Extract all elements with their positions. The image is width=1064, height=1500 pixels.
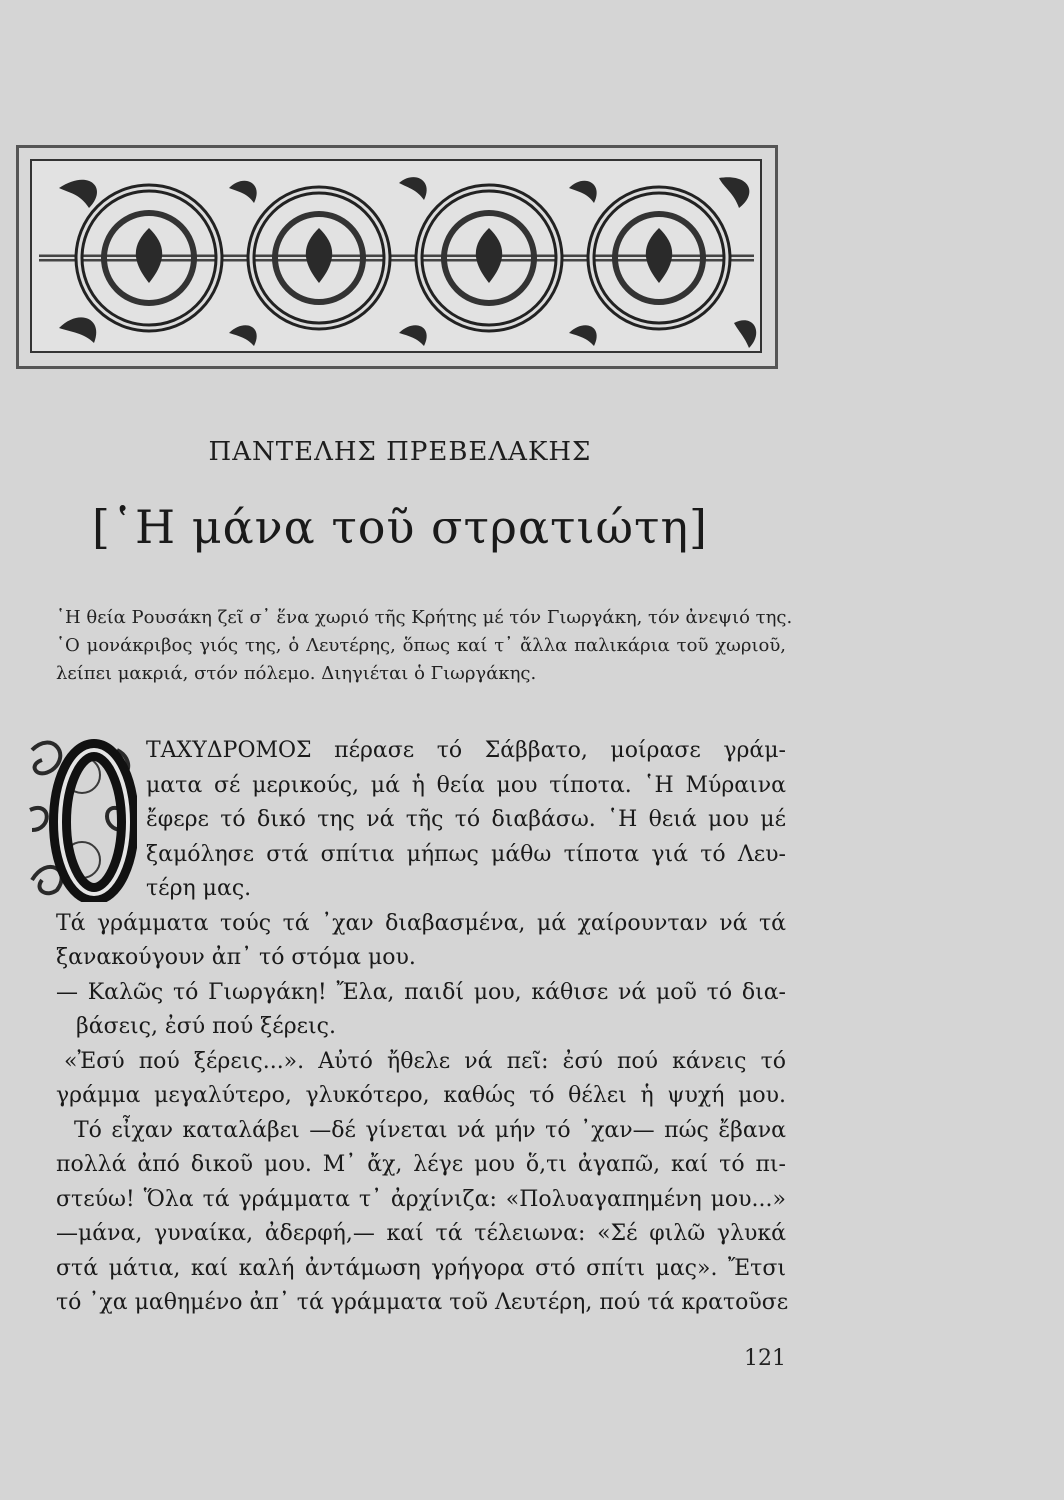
body-line: ξανακούγουν ἀπ᾽ τό στόμα μου. [56, 945, 416, 970]
body-line: — Καλῶς τό Γιωργάκη! Ἔλα, παιδί μου, κάθισε νά μοῦ τό δια- [56, 979, 786, 1005]
body-line: Τά γράμματα τούς τά ᾽χαν διαβασμένα, μά χαίρουνταν νά τά [56, 910, 786, 936]
body-line: βάσεις, ἐσύ πού ξέρεις. [76, 1014, 336, 1039]
intro-line: ῾Ο μονάκριβος γιός της, ὁ Λευτέρης, ὅπως καί τ᾽ ἄλλα παλικάρια τοῦ χωριοῦ, [56, 635, 786, 656]
author-name: ΠΑΝΤΕΛΗΣ ΠΡΕΒΕΛΑΚΗΣ [208, 437, 592, 467]
ornamental-header-band [16, 145, 778, 369]
body-line: Τό εἶχαν καταλάβει —δέ γίνεται νά μήν τό ᾽χαν— πώς ἔβανα [74, 1117, 786, 1143]
body-line: στά μάτια, καί καλή ἀντάμωση γρήγορα στό σπίτι μας». Ἔτσι [56, 1255, 786, 1281]
body-line: ΤΑΧΥΔΡΟΜΟΣ πέρασε τό Σάββατο, μοίρασε γράμ- [146, 738, 786, 763]
page-number: 121 [744, 1346, 786, 1371]
body-line: ἔφερε τό δικό της νά τῆς τό διαβάσω. ῾Η θειά μου μέ [146, 807, 786, 832]
body-line: πολλά ἀπό δικοῦ μου. Μ᾽ ἄχ, λέγε μου ὅ,τι ἀγαπῶ, καί τό πι- [56, 1152, 786, 1177]
body-line: «Ἐσύ πού ξέρεις...». Αὐτό ἤθελε νά πεῖ: ἐσύ πού κάνεις τό [64, 1048, 786, 1074]
body-line: τό ᾽χα μαθημένο ἀπ᾽ τά γράμματα τοῦ Λευτέρη, πού τά κρατοῦσε [56, 1290, 789, 1315]
story-body [56, 734, 789, 1321]
story-title: [῾Η μάνα τοῦ στρατιώτη] [92, 500, 708, 554]
intro-line: λείπει μακριά, στόν πόλεμο. Διηγιέται ὁ Γιωργάκης. [56, 663, 537, 684]
body-line: ξαμόλησε στά σπίτια μήπως μάθω τίποτα γιά τό Λευ- [146, 841, 786, 867]
body-line: γράμμα μεγαλύτερο, γλυκότερο, καθώς τό θέλει ἡ ψυχή μου. [56, 1083, 786, 1108]
body-line: ματα σέ μερικούς, μά ἡ θεία μου τίποτα. ῾Η Μύραινα [146, 772, 786, 798]
ornament-scroll-icon [19, 148, 775, 366]
body-line: —μάνα, γυναίκα, ἀδερφή,— καί τά τέλειωνα: «Σέ φιλῶ γλυκά [56, 1221, 786, 1246]
body-line: τέρη μας. [146, 876, 252, 901]
body-line: στεύω! Ὅλα τά γράμματα τ᾽ ἀρχίνιζα: «Πολυαγαπημένη μου...» [56, 1186, 786, 1212]
intro-paragraph [56, 604, 793, 688]
intro-line: ῾Η θεία Ρουσάκη ζεῖ σ᾽ ἕνα χωριό τῆς Κρήτης μέ τόν Γιωργάκη, τόν ἀνεψιό της. [56, 607, 793, 628]
